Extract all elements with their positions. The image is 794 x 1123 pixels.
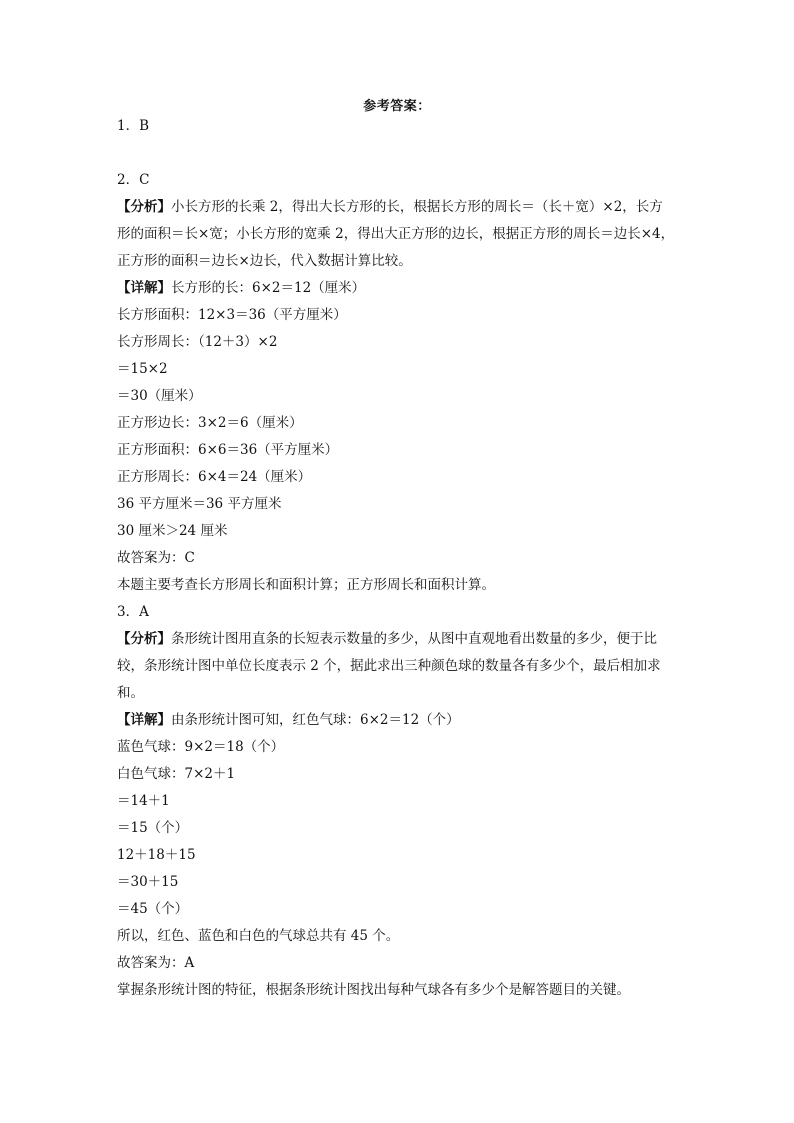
q2-final-answer: 故答案为：C — [117, 550, 195, 566]
page-title: 参考答案： — [363, 99, 431, 114]
q2-detail-tag: 【详解】 — [117, 280, 171, 296]
q3-detail-line: 蓝色气球：9×2＝18（个） — [117, 739, 285, 755]
q3-detail-tag: 【详解】 — [117, 712, 171, 728]
q2-detail-line: 30 厘米＞24 厘米 — [117, 523, 228, 539]
q2-detail-line: 长方形周长：（12＋3）×2 — [117, 334, 278, 350]
q3-detail-line — [117, 707, 677, 734]
q3-summary: 掌握条形统计图的特征，根据条形统计图找出每种气球各有多少个是解答题目的关键。 — [117, 982, 630, 998]
q3-analysis-line: 较，条形统计图中单位长度表示 2 个，据此求出三种颜色球的数量各有多少个，最后相加求 — [117, 658, 661, 674]
q3-final-answer: 故答案为：A — [117, 955, 195, 971]
q2-detail-line: 正方形周长：6×4＝24（厘米） — [117, 469, 312, 485]
q2-detail-line: 长方形面积：12×3＝36（平方厘米） — [117, 307, 347, 323]
q3-analysis-line: 和。 — [117, 685, 144, 701]
q3-detail-line: 12＋18＋15 — [117, 847, 196, 863]
q2-analysis-line — [117, 194, 677, 221]
q2-detail-line: 正方形边长：3×2＝6（厘米） — [117, 415, 303, 431]
q1-answer: 1．B — [117, 118, 150, 134]
q2-analysis-text: 小长方形的长乘 2，得出大长方形的长，根据长方形的周长＝（长＋宽）×2，长方 — [171, 199, 663, 215]
q2-analysis-tag: 【分析】 — [117, 199, 171, 215]
q3-detail-line: ＝14＋1 — [117, 793, 170, 809]
q3-analysis-text: 条形统计图用直条的长短表示数量的多少，从图中直观地看出数量的多少，便于比 — [171, 631, 657, 647]
q3-detail-line: ＝30＋15 — [117, 874, 179, 890]
answer-content — [117, 113, 677, 1004]
q3-detail-line: 所以，红色、蓝色和白色的气球总共有 45 个。 — [117, 928, 400, 944]
q3-detail-line: ＝45（个） — [117, 901, 189, 917]
q2-answer: 2．C — [117, 172, 150, 188]
q2-detail-line: 正方形面积：6×6＝36（平方厘米） — [117, 442, 339, 458]
q3-detail-text: 由条形统计图可知，红色气球：6×2＝12（个） — [171, 712, 460, 728]
q2-analysis-line: 形的面积＝长×宽；小长方形的宽乘 2，得出大正方形的边长，根据正方形的周长＝边长×4， — [117, 226, 675, 242]
q2-detail-line — [117, 275, 677, 302]
spacer — [117, 140, 677, 167]
q3-analysis-line — [117, 626, 677, 653]
q3-detail-line: 白色气球：7×2＋1 — [117, 766, 236, 782]
q3-detail-line: ＝15（个） — [117, 820, 189, 836]
q2-summary: 本题主要考查长方形周长和面积计算；正方形周长和面积计算。 — [117, 577, 495, 593]
q2-detail-line: ＝30（厘米） — [117, 388, 202, 404]
q2-detail-line: ＝15×2 — [117, 361, 168, 377]
q2-detail-text: 长方形的长：6×2＝12（厘米） — [171, 280, 366, 296]
q2-detail-line: 36 平方厘米＝36 平方厘米 — [117, 496, 282, 512]
q3-answer: 3．A — [117, 604, 149, 620]
q3-analysis-tag: 【分析】 — [117, 631, 171, 647]
q2-analysis-line: 正方形的面积＝边长×边长，代入数据计算比较。 — [117, 253, 412, 269]
